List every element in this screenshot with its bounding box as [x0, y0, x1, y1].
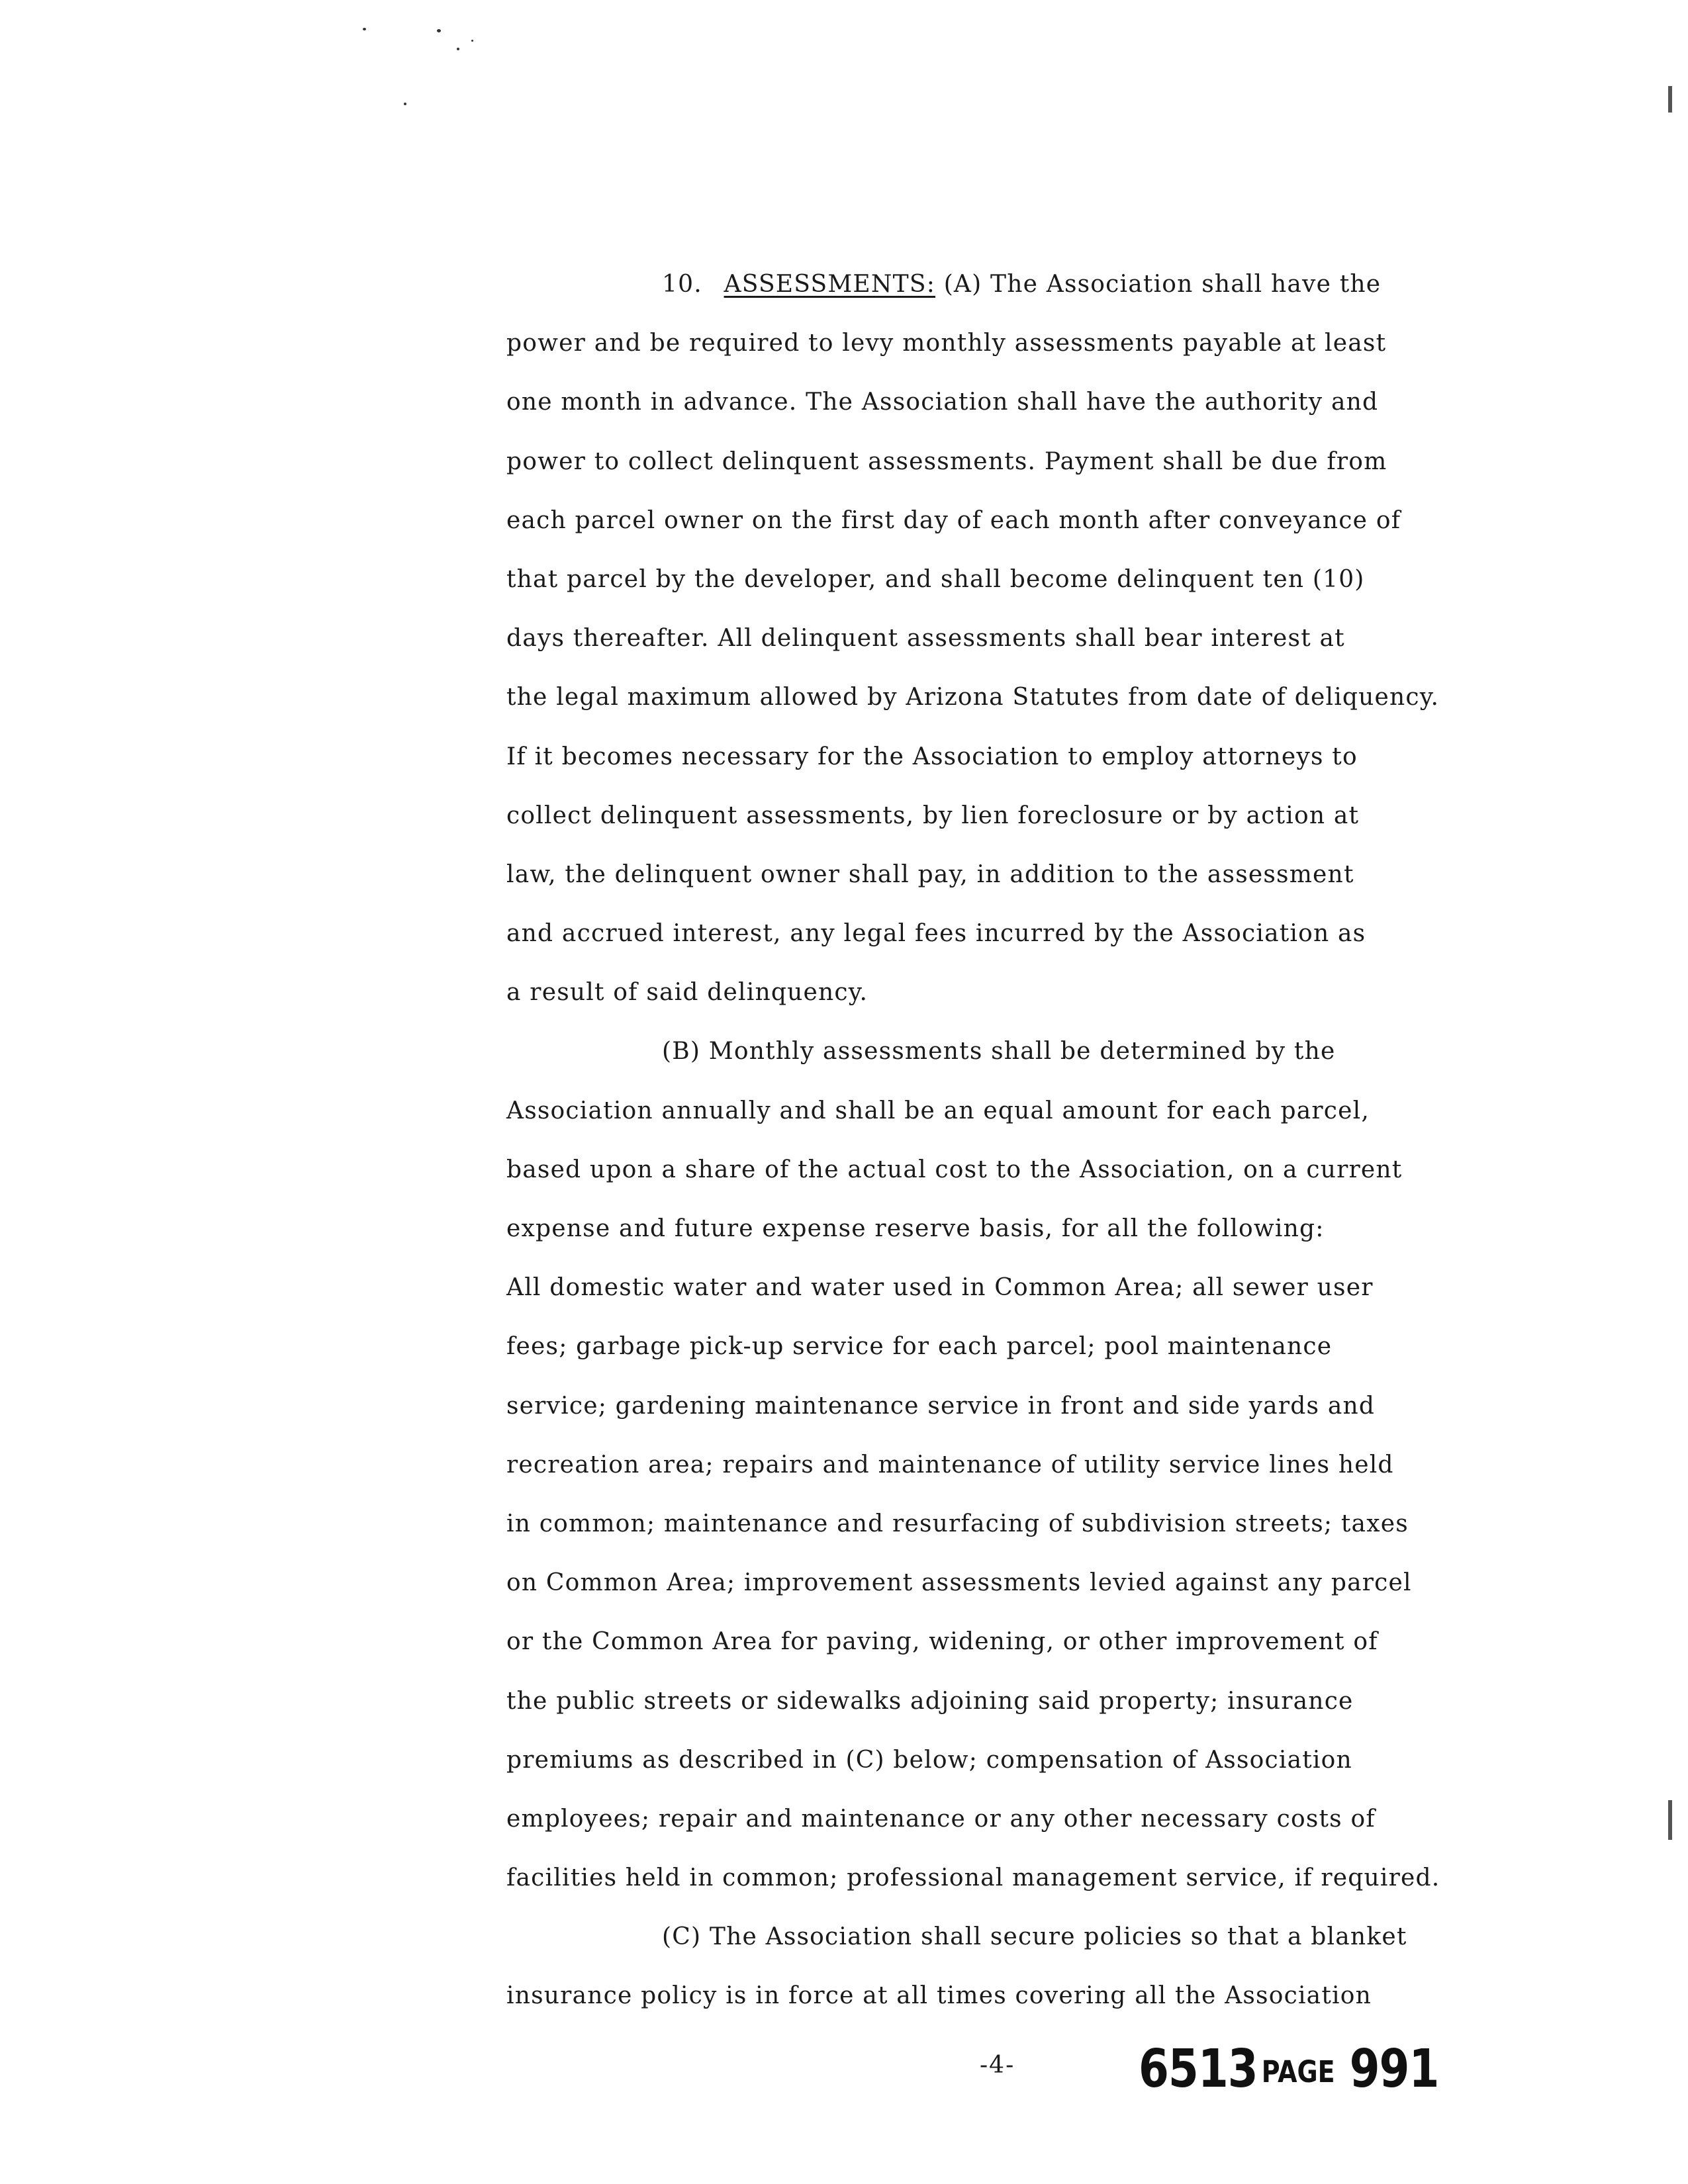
recording-page-label: PAGE — [1261, 2054, 1335, 2089]
scan-speck — [471, 40, 473, 42]
scan-edge-mark — [1668, 86, 1672, 113]
scan-speck — [457, 48, 459, 50]
paragraph-line: All domestic water and water used in Common Area; all sewer user — [506, 1274, 1374, 1302]
section-heading-line — [506, 255, 1519, 314]
section-heading: ASSESSMENTS: — [724, 271, 936, 298]
paragraph-line: power and be required to levy monthly assessments payable at least — [506, 330, 1387, 357]
paragraph-line: facilities held in common; professional management service, if required. — [506, 1864, 1440, 1892]
recording-stamp — [1139, 2038, 1438, 2099]
paragraph-line: one month in advance. The Association shall have the authority and — [506, 388, 1379, 416]
paragraph-line: If it becomes necessary for the Association to employ attorneys to — [506, 743, 1358, 770]
document-body — [506, 255, 1519, 2026]
section-number: 10. — [662, 271, 702, 298]
paragraph-line: and accrued interest, any legal fees incurred by the Association as — [506, 920, 1366, 948]
paragraph-line: days thereafter. All delinquent assessments shall bear interest at — [506, 625, 1345, 653]
paragraph-line: a result of said delinquency. — [506, 979, 868, 1007]
paragraph-line: service; gardening maintenance service in front and side yards and — [506, 1392, 1376, 1420]
section-first-line-text: (A) The Association shall have the — [943, 271, 1382, 298]
paragraph-c-first-line: (C) The Association shall secure policies so that a blanket — [662, 1923, 1407, 1951]
scan-speck — [363, 28, 366, 30]
scan-speck — [404, 103, 406, 105]
paragraph-line: collect delinquent assessments, by lien foreclosure or by action at — [506, 801, 1360, 829]
paragraph-line: fees; garbage pick-up service for each parcel; pool maintenance — [506, 1333, 1333, 1361]
paragraph-b-first-line: (B) Monthly assessments shall be determined by the — [662, 1038, 1336, 1066]
paragraph-line: law, the delinquent owner shall pay, in addition to the assessment — [506, 860, 1354, 888]
paragraph-line: insurance policy is in force at all times covering all the Association — [506, 1982, 1372, 2010]
paragraph-line: recreation area; repairs and maintenance of utility service lines held — [506, 1451, 1394, 1479]
recording-page-number: 991 — [1349, 2038, 1439, 2100]
scan-speck — [437, 29, 441, 32]
paragraph-line: in common; maintenance and resurfacing of subdivision streets; taxes — [506, 1510, 1409, 1537]
paragraph-line: based upon a share of the actual cost to the Association, on a current — [506, 1156, 1403, 1183]
paragraph-line: that parcel by the developer, and shall become delinquent ten (10) — [506, 565, 1365, 593]
paragraph-line: or the Common Area for paving, widening, or other improvement of — [506, 1628, 1378, 1656]
paragraph-line: the public streets or sidewalks adjoining said property; insurance — [506, 1687, 1354, 1715]
page-number: -4- — [980, 2052, 1015, 2079]
paragraph-line: each parcel owner on the first day of each month after conveyance of — [506, 506, 1401, 534]
paragraph-line: premiums as described in (C) below; compensation of Association — [506, 1746, 1352, 1774]
page-footer — [0, 2038, 1688, 2105]
paragraph-line: power to collect delinquent assessments. Payment shall be due from — [506, 447, 1387, 475]
recording-book-number: 6513 — [1139, 2038, 1258, 2100]
paragraph-line: the legal maximum allowed by Arizona Statutes from date of deliquency. — [506, 684, 1440, 711]
paragraph-line: on Common Area; improvement assessments levied against any parcel — [506, 1569, 1412, 1597]
paragraph-line: expense and future expense reserve basis, for all the following: — [506, 1215, 1325, 1242]
paragraph-line: employees; repair and maintenance or any other necessary costs of — [506, 1805, 1376, 1833]
paragraph-line: Association annually and shall be an equal amount for each parcel, — [506, 1097, 1370, 1124]
scan-edge-mark — [1668, 1800, 1672, 1840]
